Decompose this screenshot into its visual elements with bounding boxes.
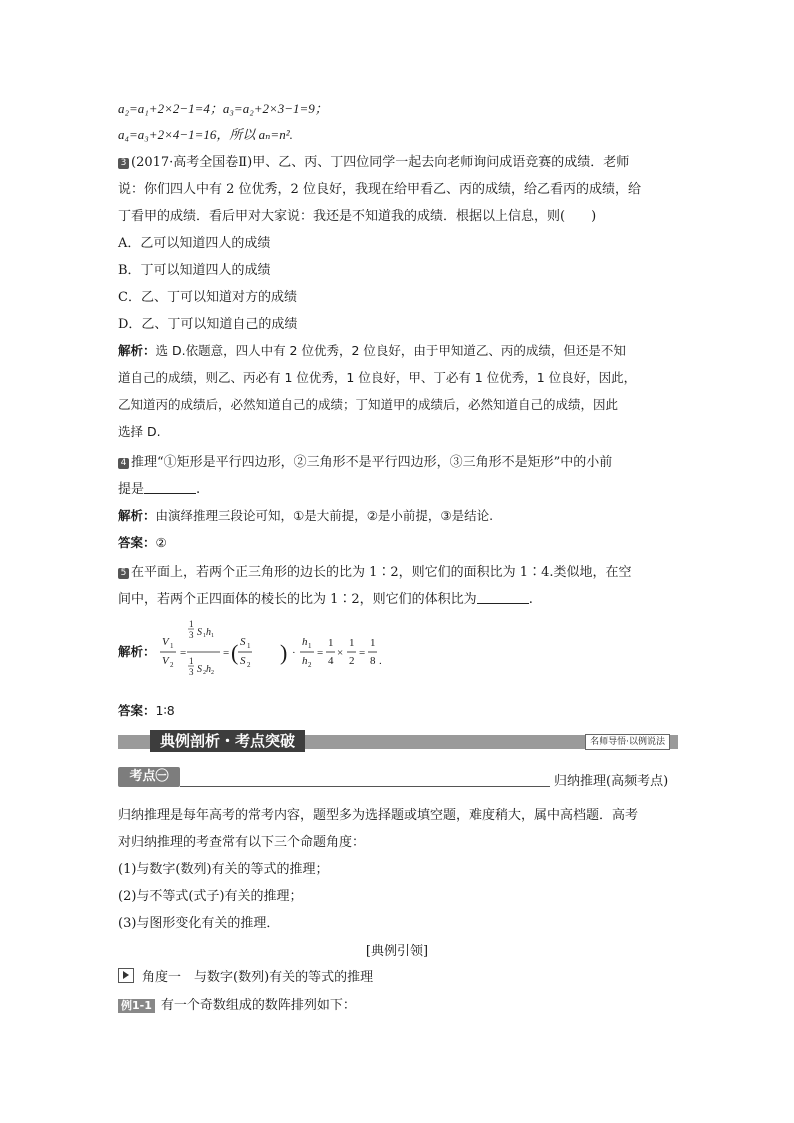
svg-text:=: =	[359, 647, 366, 659]
question-5-stem-line-1: 5 在平面上，若两个正三角形的边长的比为 1∶2，则它们的面积比为 1∶4.类似地，在空	[118, 561, 631, 580]
intro-item-2: (2)与不等式(式子)有关的推理；	[118, 889, 303, 904]
solution-3-line-2: 道自己的成绩，则乙、丙必有 1 位优秀，1 位良好，甲、丁必有 1 位优秀，1 位良好，因此，	[118, 370, 637, 385]
svg-text:2: 2	[247, 661, 251, 669]
svg-text:S: S	[197, 664, 202, 675]
svg-text:1: 1	[189, 619, 194, 629]
svg-text:1: 1	[211, 633, 214, 639]
option-c: C．乙、丁可以知道对方的成绩	[118, 290, 297, 305]
solution-5-formula	[118, 618, 458, 688]
option-b: B．丁可以知道四人的成绩	[118, 263, 271, 278]
answer-blank	[477, 591, 529, 604]
play-triangle-icon	[118, 968, 134, 983]
question-number-badge: 5	[118, 568, 129, 579]
recap-line-2: a₄=a₃+2×4−1=16，所以 aₙ=n².	[118, 127, 293, 142]
solution-3-line-4: 选择 D.	[118, 424, 161, 439]
option-a: A．乙可以知道四人的成绩	[118, 236, 271, 251]
question-number-badge: 3	[118, 158, 129, 169]
svg-text:h: h	[302, 655, 308, 667]
example-heading: [典例引领]	[365, 944, 429, 959]
question-5-stem-line-2: 间中，若两个正四面体的棱长的比为 1∶2，则它们的体积比为 .	[118, 592, 533, 607]
svg-text:4: 4	[328, 655, 334, 667]
svg-text:×: ×	[337, 647, 344, 659]
recap-line-1: a₂=a₁+2×2−1=4；a₃=a₂+2×3−1=9；	[118, 101, 328, 116]
solution-label: 解析：	[118, 343, 156, 358]
svg-text:h: h	[206, 664, 211, 675]
svg-text:(: (	[231, 640, 239, 665]
example-label: 例1-1	[118, 999, 155, 1013]
svg-text:1: 1	[170, 642, 174, 650]
svg-text:=: =	[317, 647, 324, 659]
question-3-stem-line-1: 3 (2017·高考全国卷Ⅱ)甲、乙、丙、丁四位同学一起去向老师询问成语竞赛的成绩．老师	[118, 151, 629, 170]
svg-text:2: 2	[308, 661, 312, 669]
question-4-stem-line-1: 4 推理“①矩形是平行四边形，②三角形不是平行四边形，③三角形不是矩形”中的小前	[118, 451, 612, 470]
svg-text:1: 1	[247, 642, 251, 650]
topic-underline	[180, 786, 550, 787]
svg-text:V: V	[162, 636, 169, 648]
solution-4: 解析：由演绎推理三段论可知，①是大前提，②是小前提，③是结论.	[118, 508, 494, 523]
volume-ratio-formula	[160, 618, 460, 688]
svg-text:2: 2	[211, 670, 214, 676]
svg-text:.: .	[379, 655, 382, 667]
question-4-stem-line-2: 提是 .	[118, 482, 201, 497]
svg-text:3: 3	[189, 630, 194, 640]
svg-text:S: S	[240, 636, 246, 648]
svg-text:2: 2	[203, 670, 206, 676]
solution-label: 解析：	[118, 508, 156, 523]
svg-text:): )	[280, 640, 288, 665]
question-number-badge: 4	[118, 458, 129, 469]
svg-text:1: 1	[308, 642, 312, 650]
svg-text:=: =	[180, 647, 187, 659]
option-d: D．乙、丁可以知道自己的成绩	[118, 317, 298, 332]
angle-one-heading: 角度一 与数字(数列)有关的等式的推理	[118, 966, 373, 985]
intro-line-1: 归纳推理是每年高考的常考内容，题型多为选择题或填空题，难度稍大，属中高档题．高考	[118, 808, 639, 823]
answer-4: 答案：②	[118, 535, 167, 550]
svg-text:S: S	[240, 655, 246, 667]
question-3-stem-line-2: 说：你们四人中有 2 位优秀，2 位良好，我现在给甲看乙、丙的成绩，给乙看丙的成绩，给	[118, 182, 641, 197]
topic-badge: 考点㊀	[118, 767, 180, 787]
answer-blank	[144, 481, 196, 494]
topic-title: 归纳推理(高频考点)	[554, 774, 669, 789]
question-3-stem-line-3: 丁看甲的成绩．看后甲对大家说：我还是不知道我的成绩．根据以上信息，则( )	[118, 209, 597, 224]
section-title: 典例剖析・考点突破	[150, 730, 305, 752]
solution-3-line-1: 解析：选 D.依题意，四人中有 2 位优秀，2 位良好，由于甲知道乙、丙的成绩，但还是不知	[118, 343, 626, 358]
svg-text:·: ·	[292, 647, 296, 659]
example-1-1: 例1-1 有一个奇数组成的数阵排列如下：	[118, 994, 356, 1013]
svg-text:1: 1	[203, 633, 206, 639]
svg-text:2: 2	[170, 661, 174, 669]
svg-text:1: 1	[349, 637, 355, 649]
svg-text:8: 8	[370, 655, 376, 667]
svg-text:1: 1	[189, 656, 194, 666]
answer-label: 答案：	[118, 703, 156, 718]
svg-text:1: 1	[328, 637, 334, 649]
question-source: (2017·高考全国卷Ⅱ)	[131, 155, 253, 170]
intro-item-1: (1)与数字(数列)有关的等式的推理；	[118, 862, 329, 877]
solution-label: 解析：	[118, 644, 156, 659]
answer-5: 答案：1∶8	[118, 703, 175, 718]
section-tag: 名师导悟·以例说法	[585, 734, 670, 750]
svg-text:3: 3	[189, 667, 194, 677]
section-header	[118, 730, 678, 752]
svg-text:=: =	[223, 647, 230, 659]
svg-text:2: 2	[349, 655, 355, 667]
topic-heading	[118, 767, 678, 789]
intro-item-3: (3)与图形变化有关的推理．	[118, 916, 280, 931]
svg-text:h: h	[206, 627, 211, 638]
intro-line-2: 对归纳推理的考查常有以下三个命题角度：	[118, 835, 366, 850]
svg-text:1: 1	[370, 637, 376, 649]
svg-text:h: h	[302, 636, 308, 648]
svg-text:S: S	[197, 627, 202, 638]
solution-3-line-3: 乙知道丙的成绩后，必然知道自己的成绩；丁知道甲的成绩后，必然知道自己的成绩，因此	[118, 397, 619, 412]
svg-text:V: V	[162, 655, 169, 667]
answer-label: 答案：	[118, 535, 156, 550]
